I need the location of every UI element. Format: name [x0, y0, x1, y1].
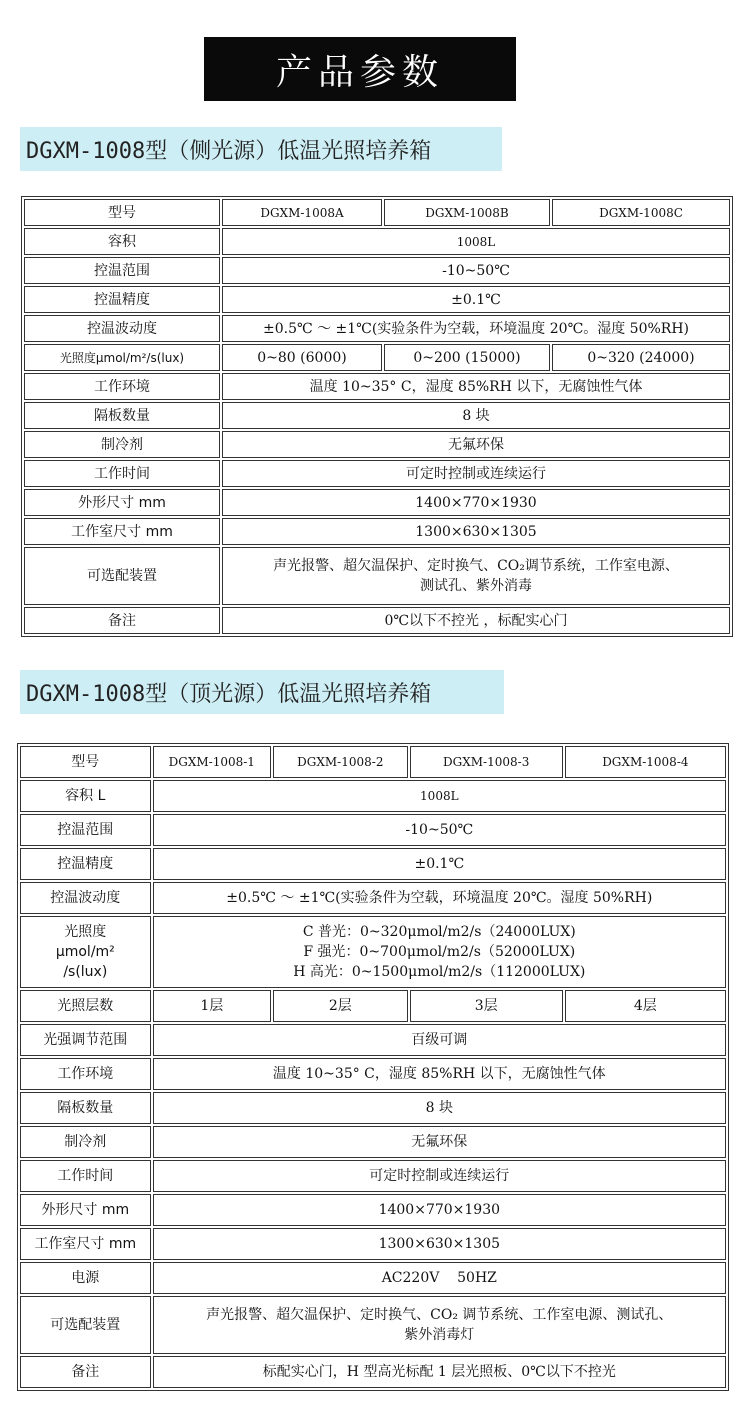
table-row	[20, 1262, 726, 1294]
table-row	[20, 1024, 726, 1056]
row-label-temp-precision: 控温精度	[20, 848, 151, 880]
illum-cell: 0~80 (6000)	[222, 344, 382, 371]
row-label-outer: 外形尺寸 mm	[24, 489, 220, 516]
model-cell: DGXM-1008-1	[153, 746, 271, 778]
row-label-options: 可选配装置	[20, 1296, 151, 1354]
table-row	[20, 1228, 726, 1260]
time-value: 可定时控制或连续运行	[153, 1160, 726, 1192]
table-row	[24, 402, 730, 429]
env-value: 温度 10~35° C，湿度 85%RH 以下，无腐蚀性气体	[153, 1058, 726, 1090]
section-title-top-light: DGXM-1008型（顶光源）低温光照培养箱	[20, 670, 504, 714]
table-row	[20, 1092, 726, 1124]
options-value	[222, 547, 730, 605]
table-row	[24, 607, 730, 634]
table-row	[20, 1058, 726, 1090]
illum-value	[153, 916, 726, 988]
layer-cell: 2层	[273, 990, 408, 1022]
table-row	[20, 848, 726, 880]
row-label-remark: 备注	[24, 607, 220, 634]
row-label-layers: 光照层数	[20, 990, 151, 1022]
row-label-outer: 外形尺寸 mm	[20, 1194, 151, 1226]
section-title-side-light: DGXM-1008型（侧光源）低温光照培养箱	[20, 127, 502, 171]
table-row	[24, 315, 730, 342]
row-label-temp-fluct: 控温波动度	[24, 315, 220, 342]
illum-label-line: μmol/m²	[55, 944, 115, 960]
table-row	[24, 373, 730, 400]
row-label-temp-range: 控温范围	[24, 257, 220, 284]
table-row	[20, 1194, 726, 1226]
layer-cell: 3层	[410, 990, 563, 1022]
inner-value: 1300×630×1305	[222, 518, 730, 545]
inner-value: 1300×630×1305	[153, 1228, 726, 1260]
table-row	[20, 780, 726, 812]
row-label-inner: 工作室尺寸 mm	[24, 518, 220, 545]
table-row	[20, 814, 726, 846]
row-label-model: 型号	[24, 199, 220, 226]
illum-line-c: C 普光：0~320μmol/m2/s（24000LUX)	[302, 924, 576, 940]
row-label-illuminance: 光照度μmol/m²/s(lux)	[24, 344, 220, 371]
shelves-value: 8 块	[153, 1092, 726, 1124]
table-row	[24, 257, 730, 284]
layer-cell: 1层	[153, 990, 271, 1022]
illum-cell: 0~320 (24000)	[552, 344, 730, 371]
options-line: 声光报警、超欠温保护、定时换气、CO₂ 调节系统、工作室电源、测试孔、	[206, 1307, 673, 1323]
table-row	[20, 990, 726, 1022]
row-label-temp-range: 控温范围	[20, 814, 151, 846]
table-row	[20, 916, 726, 988]
table-row	[24, 228, 730, 255]
illum-label-line: 光照度	[64, 924, 107, 940]
model-cell: DGXM-1008-4	[565, 746, 726, 778]
table-row	[20, 1296, 726, 1354]
row-label-adjust: 光强调节范围	[20, 1024, 151, 1056]
row-label-refrigerant: 制冷剂	[20, 1126, 151, 1158]
row-label-temp-precision: 控温精度	[24, 286, 220, 313]
options-line: 声光报警、超欠温保护、定时换气、CO₂调节系统，工作室电源、	[273, 558, 679, 574]
temp-range-value: -10~50℃	[222, 257, 730, 284]
illum-line-f: F 强光：0~700μmol/m2/s（52000LUX)	[303, 944, 576, 960]
table-row	[24, 460, 730, 487]
illum-cell: 0~200 (15000)	[384, 344, 550, 371]
table-row	[24, 518, 730, 545]
row-label-shelves: 隔板数量	[24, 402, 220, 429]
table-row	[24, 547, 730, 605]
row-label-model: 型号	[20, 746, 151, 778]
row-label-time: 工作时间	[20, 1160, 151, 1192]
row-label-volume: 容积 L	[20, 780, 151, 812]
model-cell: DGXM-1008-3	[410, 746, 563, 778]
illum-line-h: H 高光：0~1500μmol/m2/s（112000LUX)	[293, 964, 586, 980]
model-cell: DGXM-1008A	[222, 199, 382, 226]
spec-table-top-light	[17, 743, 729, 1391]
power-value: AC220V 50HZ	[153, 1262, 726, 1294]
outer-value: 1400×770×1930	[222, 489, 730, 516]
env-value: 温度 10~35° C，湿度 85%RH 以下，无腐蚀性气体	[222, 373, 730, 400]
row-label-illuminance	[20, 916, 151, 988]
model-cell: DGXM-1008B	[384, 199, 550, 226]
table-row	[24, 431, 730, 458]
adjust-value: 百级可调	[153, 1024, 726, 1056]
model-cell: DGXM-1008C	[552, 199, 730, 226]
table-row	[20, 882, 726, 914]
refrigerant-value: 无氟环保	[222, 431, 730, 458]
volume-value: 1008L	[153, 780, 726, 812]
row-label-remark: 备注	[20, 1356, 151, 1388]
table-row	[20, 1126, 726, 1158]
row-label-refrigerant: 制冷剂	[24, 431, 220, 458]
temp-fluct-value: ±0.5℃ ～ ±1℃(实验条件为空载，环境温度 20℃。湿度 50%RH)	[153, 882, 726, 914]
row-label-time: 工作时间	[24, 460, 220, 487]
row-label-env: 工作环境	[20, 1058, 151, 1090]
options-line: 紫外消毒灯	[404, 1327, 475, 1343]
temp-precision-value: ±0.1℃	[153, 848, 726, 880]
options-line: 测试孔、紫外消毒	[420, 578, 532, 594]
table-row	[20, 746, 726, 778]
page-banner: 产品参数	[204, 37, 516, 101]
illum-label-line: /s(lux)	[63, 964, 108, 980]
table-row	[24, 344, 730, 371]
shelves-value: 8 块	[222, 402, 730, 429]
row-label-shelves: 隔板数量	[20, 1092, 151, 1124]
table-row	[24, 199, 730, 226]
layer-cell: 4层	[565, 990, 726, 1022]
table-row	[20, 1160, 726, 1192]
table-row	[24, 489, 730, 516]
temp-fluct-value: ±0.5℃ ～ ±1℃(实验条件为空载，环境温度 20℃。湿度 50%RH)	[222, 315, 730, 342]
row-label-env: 工作环境	[24, 373, 220, 400]
remark-value: 标配实心门，H 型高光标配 1 层光照板、0℃以下不控光	[153, 1356, 726, 1388]
row-label-inner: 工作室尺寸 mm	[20, 1228, 151, 1260]
temp-precision-value: ±0.1℃	[222, 286, 730, 313]
row-label-volume: 容积	[24, 228, 220, 255]
model-cell: DGXM-1008-2	[273, 746, 408, 778]
temp-range-value: -10~50℃	[153, 814, 726, 846]
time-value: 可定时控制或连续运行	[222, 460, 730, 487]
spec-table-side-light	[21, 196, 733, 637]
row-label-temp-fluct: 控温波动度	[20, 882, 151, 914]
volume-value: 1008L	[222, 228, 730, 255]
options-value	[153, 1296, 726, 1354]
row-label-options: 可选配装置	[24, 547, 220, 605]
outer-value: 1400×770×1930	[153, 1194, 726, 1226]
refrigerant-value: 无氟环保	[153, 1126, 726, 1158]
table-row	[20, 1356, 726, 1388]
row-label-power: 电源	[20, 1262, 151, 1294]
table-row	[24, 286, 730, 313]
remark-value: 0℃以下不控光 ，标配实心门	[222, 607, 730, 634]
